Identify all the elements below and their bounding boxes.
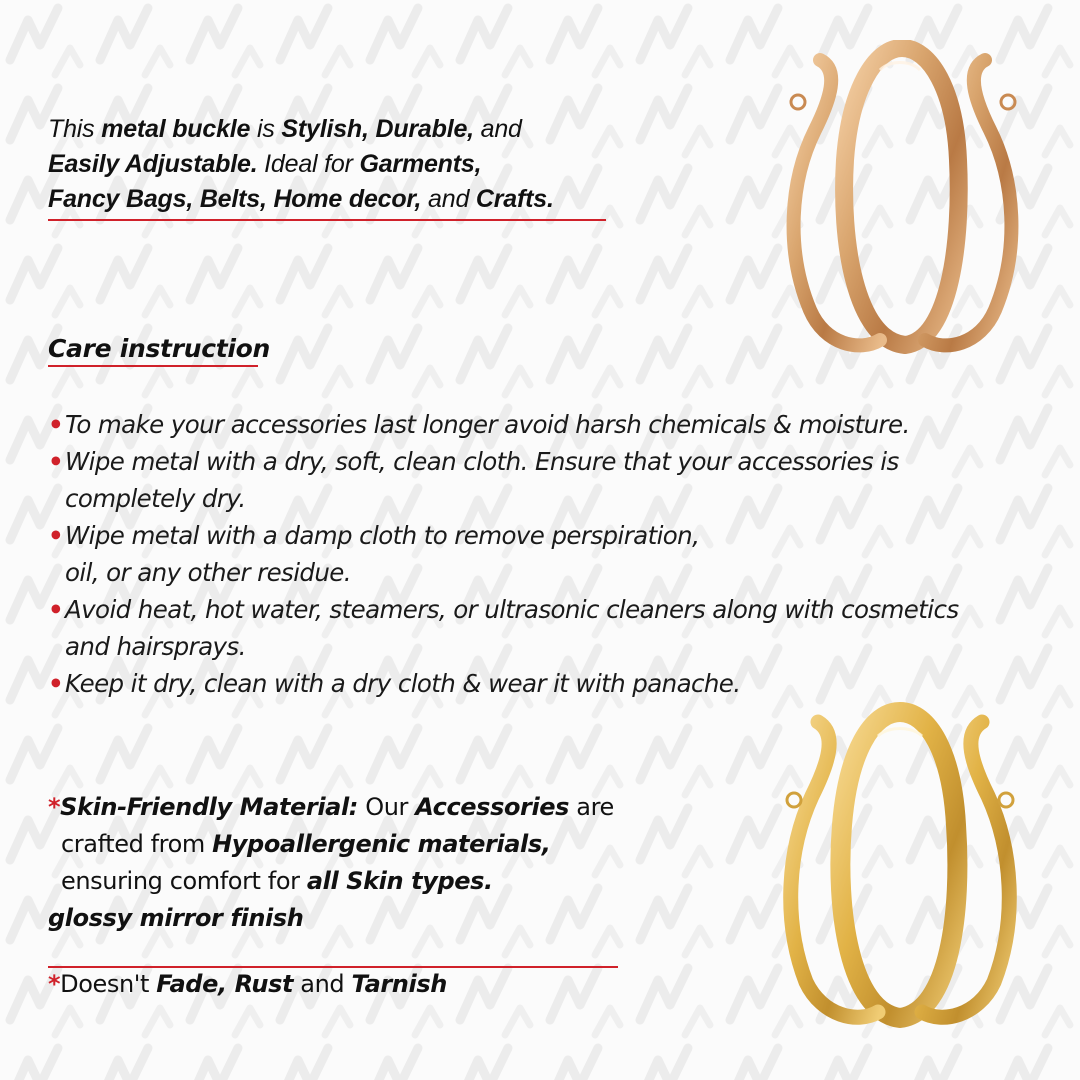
intro-text-4: Ideal for bbox=[257, 150, 360, 178]
skin-bold-2: Accessories bbox=[415, 793, 570, 821]
list-item bbox=[48, 517, 1008, 591]
skin-friendly-paragraph bbox=[48, 789, 668, 937]
asterisk-icon: * bbox=[48, 793, 61, 821]
care-item-text: Wipe metal with a dry, soft, clean cloth. Ensure that your accessories is bbox=[65, 447, 899, 476]
intro-text-1: This bbox=[48, 115, 102, 143]
list-item bbox=[48, 591, 1008, 665]
skin-text-1: Our bbox=[357, 793, 416, 821]
care-instruction-list bbox=[48, 406, 1008, 702]
intro-text-3: and bbox=[473, 115, 522, 143]
intro-bold-5: Fancy Bags, Belts, Home decor, bbox=[48, 185, 422, 213]
yellow-gold-buckle-icon bbox=[750, 700, 1050, 1040]
fade-text-1: Doesn't bbox=[60, 970, 157, 998]
intro-bold-4: Garments, bbox=[359, 150, 482, 178]
care-item-text-cont: oil, or any other residue. bbox=[65, 558, 351, 587]
list-item bbox=[48, 443, 1008, 517]
intro-underline bbox=[48, 219, 606, 221]
intro-bold-2: Stylish, Durable, bbox=[281, 115, 474, 143]
fade-rust-tarnish-note bbox=[48, 970, 447, 998]
glossy-finish-label: glossy mirror finish bbox=[48, 904, 304, 932]
list-item bbox=[48, 406, 1008, 443]
fade-bold-2: Tarnish bbox=[351, 970, 447, 998]
skin-text-4: ensuring comfort for bbox=[61, 867, 307, 895]
intro-paragraph bbox=[48, 112, 698, 217]
skin-bold-4: all Skin types. bbox=[306, 867, 493, 895]
skin-line-3 bbox=[48, 863, 668, 900]
rose-gold-buckle-icon bbox=[760, 40, 1050, 380]
fade-bold-1: Fade, Rust bbox=[156, 970, 294, 998]
care-item-text: Keep it dry, clean with a dry cloth & wear it with panache. bbox=[65, 669, 741, 698]
care-item-text: To make your accessories last longer avoid harsh chemicals & moisture. bbox=[65, 410, 910, 439]
bullet-icon: • bbox=[48, 595, 64, 624]
care-instruction-title: Care instruction bbox=[48, 334, 271, 363]
skin-bold-3: Hypoallergenic materials, bbox=[212, 830, 551, 858]
skin-line-2 bbox=[48, 826, 668, 863]
list-item bbox=[48, 665, 1008, 702]
fade-text-2: and bbox=[293, 970, 352, 998]
care-item-text-cont: and hairsprays. bbox=[65, 632, 246, 661]
bullet-icon: • bbox=[48, 521, 64, 550]
intro-bold-6: Crafts. bbox=[475, 185, 554, 213]
care-title-underline bbox=[48, 365, 258, 367]
bullet-icon: • bbox=[48, 410, 64, 439]
care-item-text: Avoid heat, hot water, steamers, or ultrasonic cleaners along with cosmetics bbox=[65, 595, 959, 624]
intro-text-2: is bbox=[250, 115, 282, 143]
bullet-icon: • bbox=[48, 669, 64, 698]
bullet-icon: • bbox=[48, 447, 64, 476]
skin-text-2: are bbox=[569, 793, 614, 821]
skin-bold-1: Skin-Friendly Material: bbox=[60, 793, 358, 821]
care-item-text: Wipe metal with a damp cloth to remove perspiration, bbox=[65, 521, 700, 550]
asterisk-icon: * bbox=[48, 970, 61, 998]
skin-text-3: crafted from bbox=[61, 830, 213, 858]
intro-bold-1: metal buckle bbox=[101, 115, 251, 143]
care-item-text-cont: completely dry. bbox=[65, 484, 246, 513]
intro-bold-3: Easily Adjustable. bbox=[48, 150, 258, 178]
fade-divider bbox=[48, 966, 618, 968]
intro-text-5: and bbox=[421, 185, 476, 213]
